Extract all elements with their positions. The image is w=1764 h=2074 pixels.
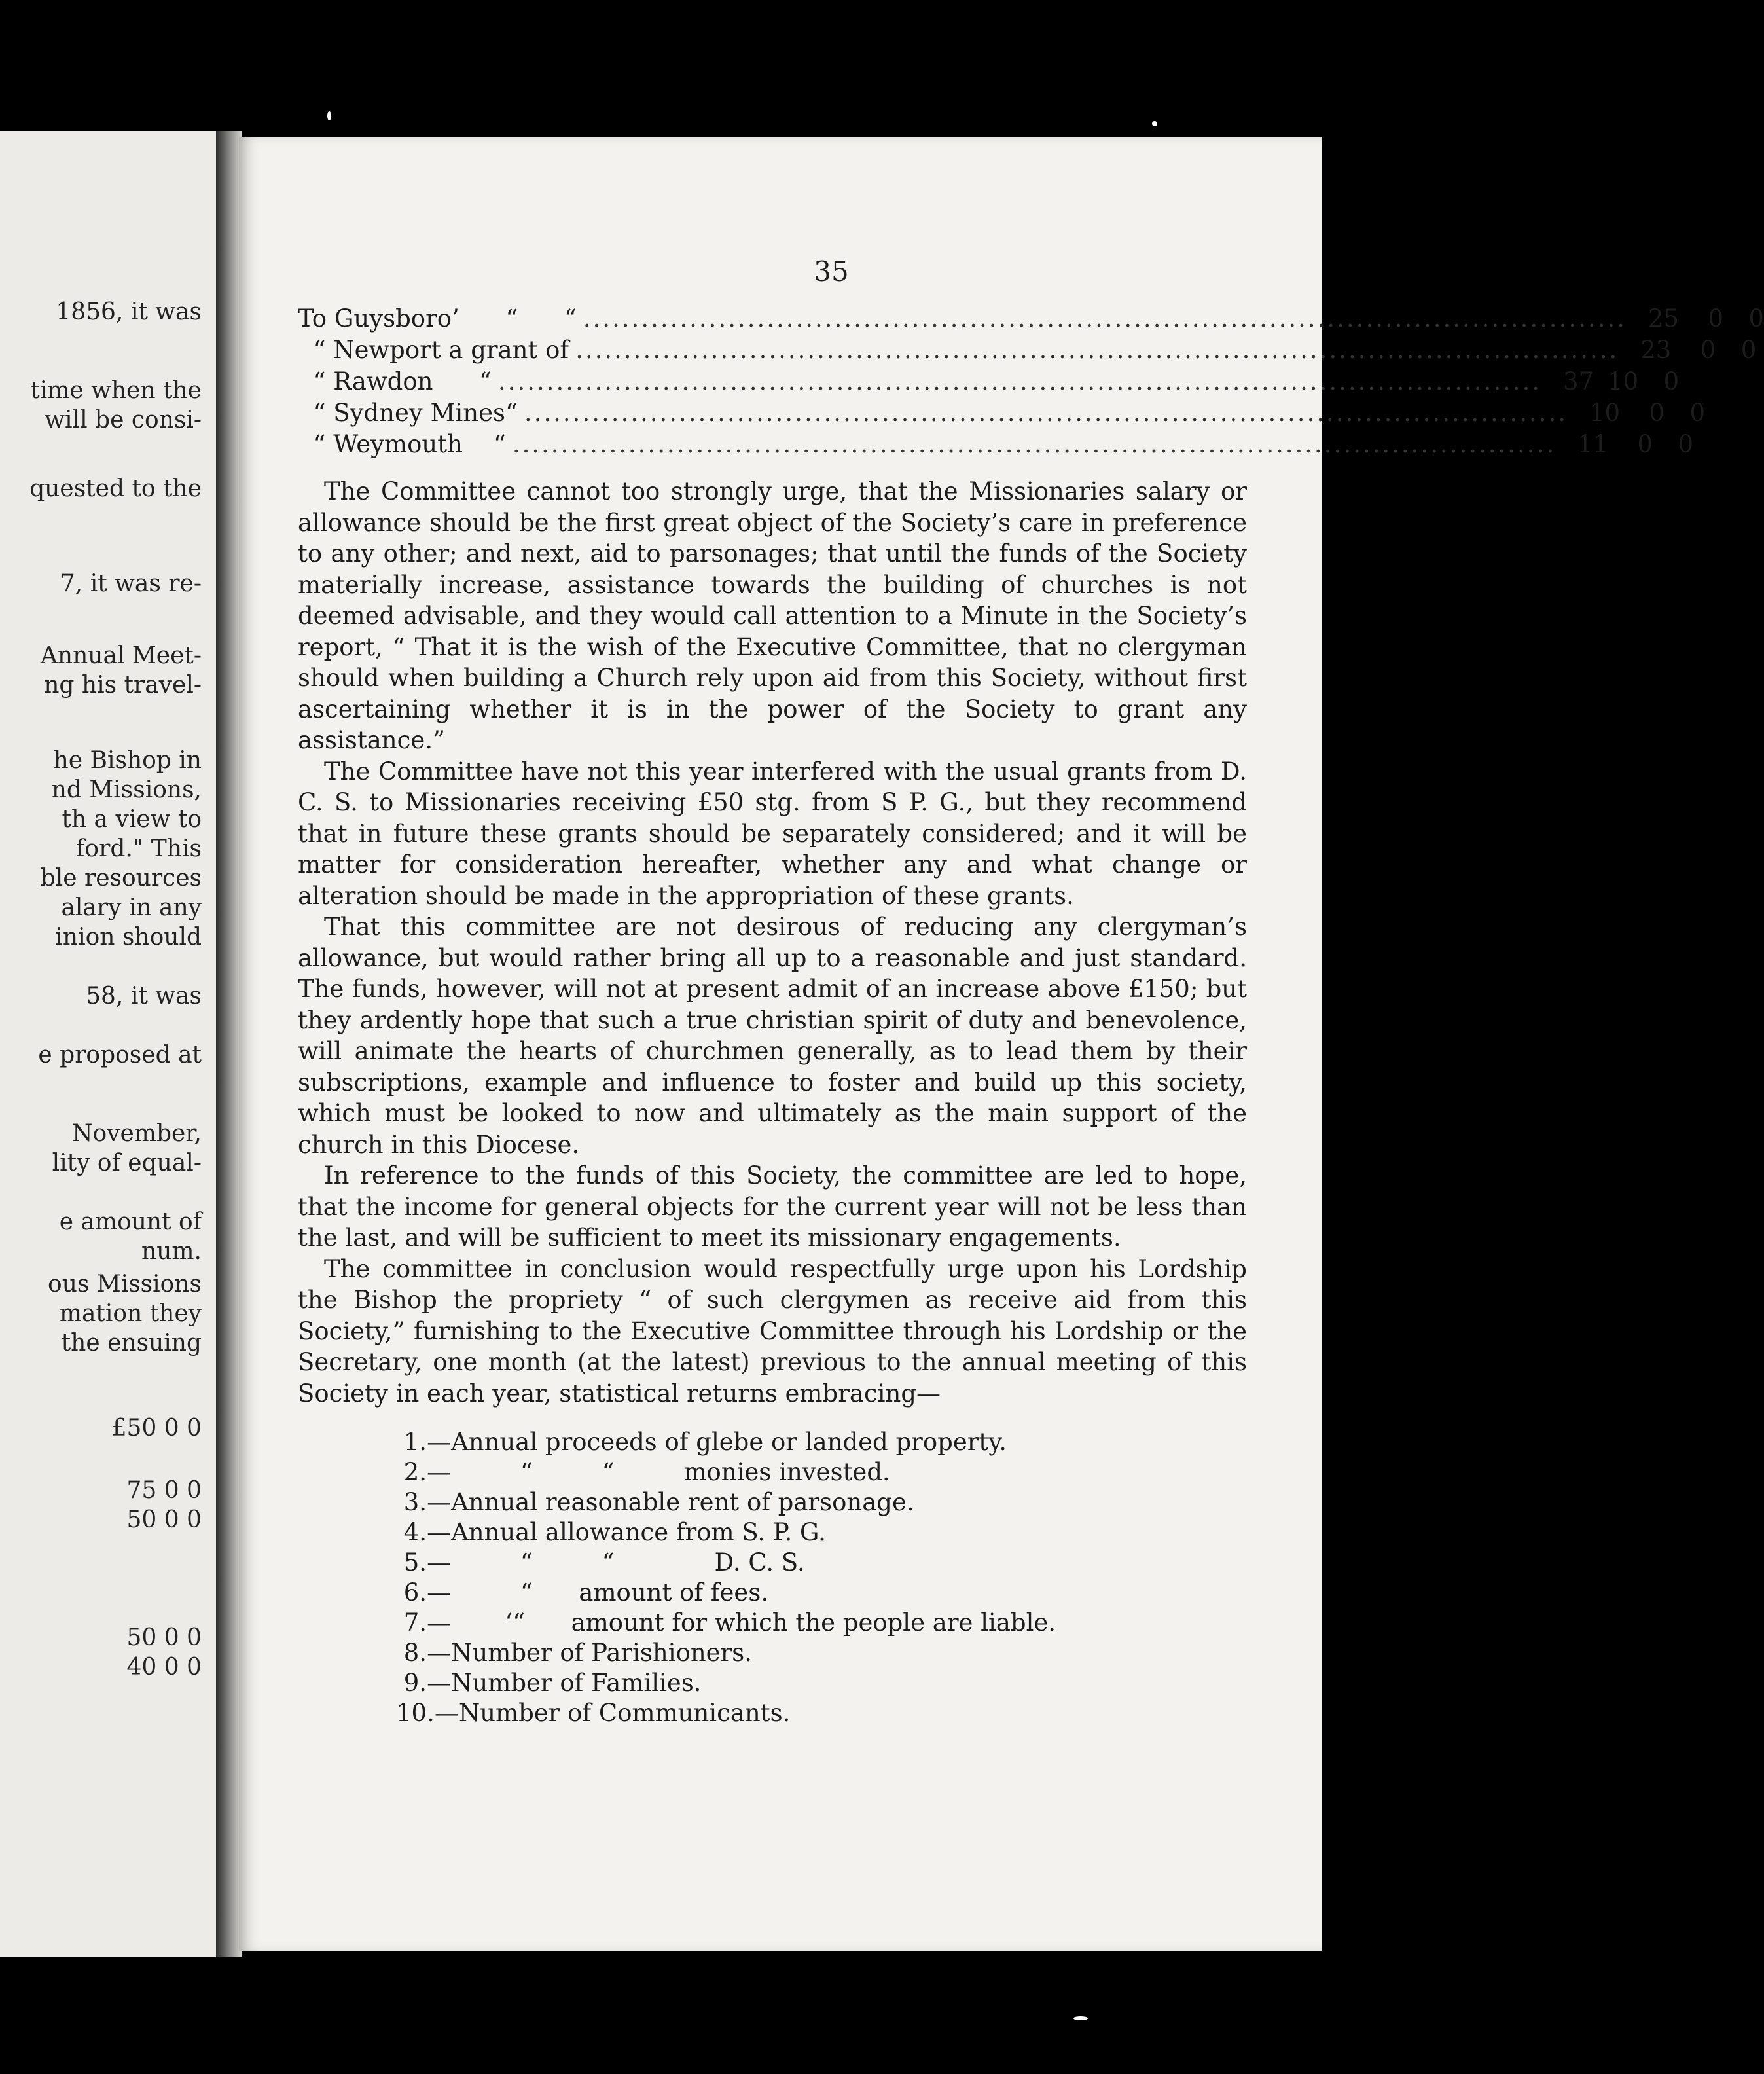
amount-pence: 0 [1748,304,1764,333]
left-page-line: £50 0 0 [111,1415,202,1442]
ledger-entry-name: “ Rawdon “ [298,367,492,395]
left-page-line: 1856, it was [56,299,202,325]
paragraph: The Committee cannot too strongly urge, that the Missionaries salary or allowance should be the first great object of the Society’s care in preference to any other; and next, aid to parsonages; that until the funds of the Society materially increase, assistance towards the building of churches is not deemed advisable, and they would call attention to a Minute in the Society’s report, “ That it is the wish of the Executive Committee, that no clergyman should when building a Church rely upon aid from this Society, without first ascertaining whether it is in the power of the Society to grant any assistance.” [298,477,1247,754]
left-page-line: ble resources [40,865,202,892]
page-content [298,255,1764,1728]
ledger-amount [1625,335,1756,366]
list-item: 7.— ‘“ amount for which the people are liable. [396,1609,1056,1637]
ledger-row [298,397,1706,429]
left-page-line: lity of equal- [52,1150,202,1176]
statistical-returns-list [396,1427,1247,1728]
amount-pounds: 37 [1563,367,1594,395]
left-page-line: time when the [30,377,202,404]
amount-shillings: 0 [1637,430,1653,458]
left-page-line: e amount of [59,1209,202,1235]
amount-pounds: 23 [1640,336,1672,364]
paragraph: The committee in conclusion would respectfully urge upon his Lordship the Bishop the propriety “ of such clergymen as receive aid from this Society,” furnishing to the Executive Committee through his Lordship or the Secretary, one month (at the latest) previous to the annual meeting of this Society in each year, statistical returns embracing— [298,1254,1247,1408]
left-page-line: inion should [55,924,202,951]
amount-pence: 0 [1689,399,1706,427]
left-page-line: November, [72,1120,202,1147]
scan-speck [327,111,331,120]
ledger-amount [1633,303,1764,335]
left-page-line: e proposed at [38,1042,202,1068]
left-page-line: 58, it was [86,983,202,1010]
leader-dots: ............................................................................................................ [583,304,1627,333]
left-page-line: th a view to [62,806,202,833]
left-page-line: quested to the [29,475,202,502]
ledger-row [298,429,1694,460]
left-page-line: ng his travel- [44,672,202,699]
amount-shillings: 0 [1700,336,1716,364]
left-page-line: ous Missions [48,1271,202,1298]
ledger-row [298,366,1680,397]
paragraph: That this committee are not desirous of reducing any clergyman’s allowance, but would rather bring all up to a reasonable and just standard. The funds, however, will not at present admit of an increase above £150; but they ardently hope that such a true christian spirit of duty and benevolence, will animate the hearts of churchmen generally, as to lead them by their subscriptions, example and influence to foster and build up this society, which must be looked to now and ultimately as the main support of the church in this Diocese. [298,913,1247,1159]
leader-dots: ............................................................................................................ [497,367,1542,395]
list-item: 5.— “ “ D. C. S. [396,1548,805,1576]
list-item: 8.—Number of Parishioners. [396,1639,753,1667]
list-item: 4.—Annual allowance from S. P. G. [396,1518,826,1546]
amount-pounds: 25 [1647,304,1679,333]
amount-shillings: 10 [1608,367,1639,395]
scan-speck [1152,121,1157,126]
list-item: 3.—Annual reasonable rent of parsonage. [396,1488,914,1516]
ledger-row [298,303,1764,335]
ledger-amount [1562,429,1693,460]
left-page-line: num. [141,1238,202,1265]
page-number: 35 [814,255,849,287]
amount-pence: 0 [1663,367,1680,395]
left-page-line: 7, it was re- [60,570,202,597]
paragraph: The Committee have not this year interfered with the usual grants from D. C. S. to Missionaries receiving £50 stg. from S P. G., but they recommend that in future these grants should be separately considered; and it will be matter for consideration hereafter, whether any and what change or alteration should be made in the appropriation of these grants. [298,757,1247,910]
ledger-entry-name: “ Sydney Mines“ [298,399,518,427]
left-facing-page [0,131,216,1957]
list-item: 9.—Number of Families. [396,1669,702,1697]
amount-shillings: 0 [1649,399,1665,427]
ledger-amount [1548,366,1679,397]
left-page-line: will be consi- [45,407,202,433]
amount-pounds: 11 [1577,430,1609,458]
left-page-line: 75 0 0 [126,1477,202,1504]
right-page [239,137,1764,1951]
amount-pounds: 10 [1589,399,1621,427]
left-page-line: nd Missions, [51,776,202,803]
amount-pence: 0 [1678,430,1694,458]
book-gutter [216,131,242,1957]
list-item: 1.—Annual proceeds of glebe or landed property. [396,1428,1007,1456]
leader-dots: ............................................................................................................ [524,399,1568,427]
amount-pence: 0 [1740,336,1757,364]
left-page-line: the ensuing [61,1330,202,1356]
ledger-entry-name: To Guysboro’ “ “ [298,304,577,333]
ledger-amount [1574,397,1705,429]
left-page-line: 50 0 0 [126,1624,202,1651]
leader-dots: ............................................................................................................ [512,430,1557,458]
left-page-line: 40 0 0 [126,1654,202,1681]
left-page-line: Annual Meet- [40,642,202,669]
left-page-line: alary in any [61,894,202,921]
scan-speck [1073,2016,1088,2020]
ledger-row [298,335,1757,366]
left-page-line: 50 0 0 [126,1506,202,1533]
left-page-line: he Bishop in [53,747,202,774]
ledger-entry-name: “ Weymouth “ [298,430,506,458]
amount-shillings: 0 [1708,304,1723,333]
list-item: 10.—Number of Communicants. [396,1699,791,1727]
left-page-line: ford." This [76,835,202,862]
grant-ledger [298,303,1764,460]
list-item: 6.— “ amount of fees. [396,1578,769,1607]
paragraph: In reference to the funds of this Society, the committee are led to hope, that the income for general objects for the current year will not be less than the last, and will be sufficient to meet its missionary engagements. [298,1161,1247,1252]
left-page-line: mation they [59,1300,202,1327]
leader-dots: ............................................................................................................ [575,336,1619,364]
list-item: 2.— “ “ monies invested. [396,1458,890,1486]
ledger-entry-name: “ Newport a grant of [298,336,569,364]
